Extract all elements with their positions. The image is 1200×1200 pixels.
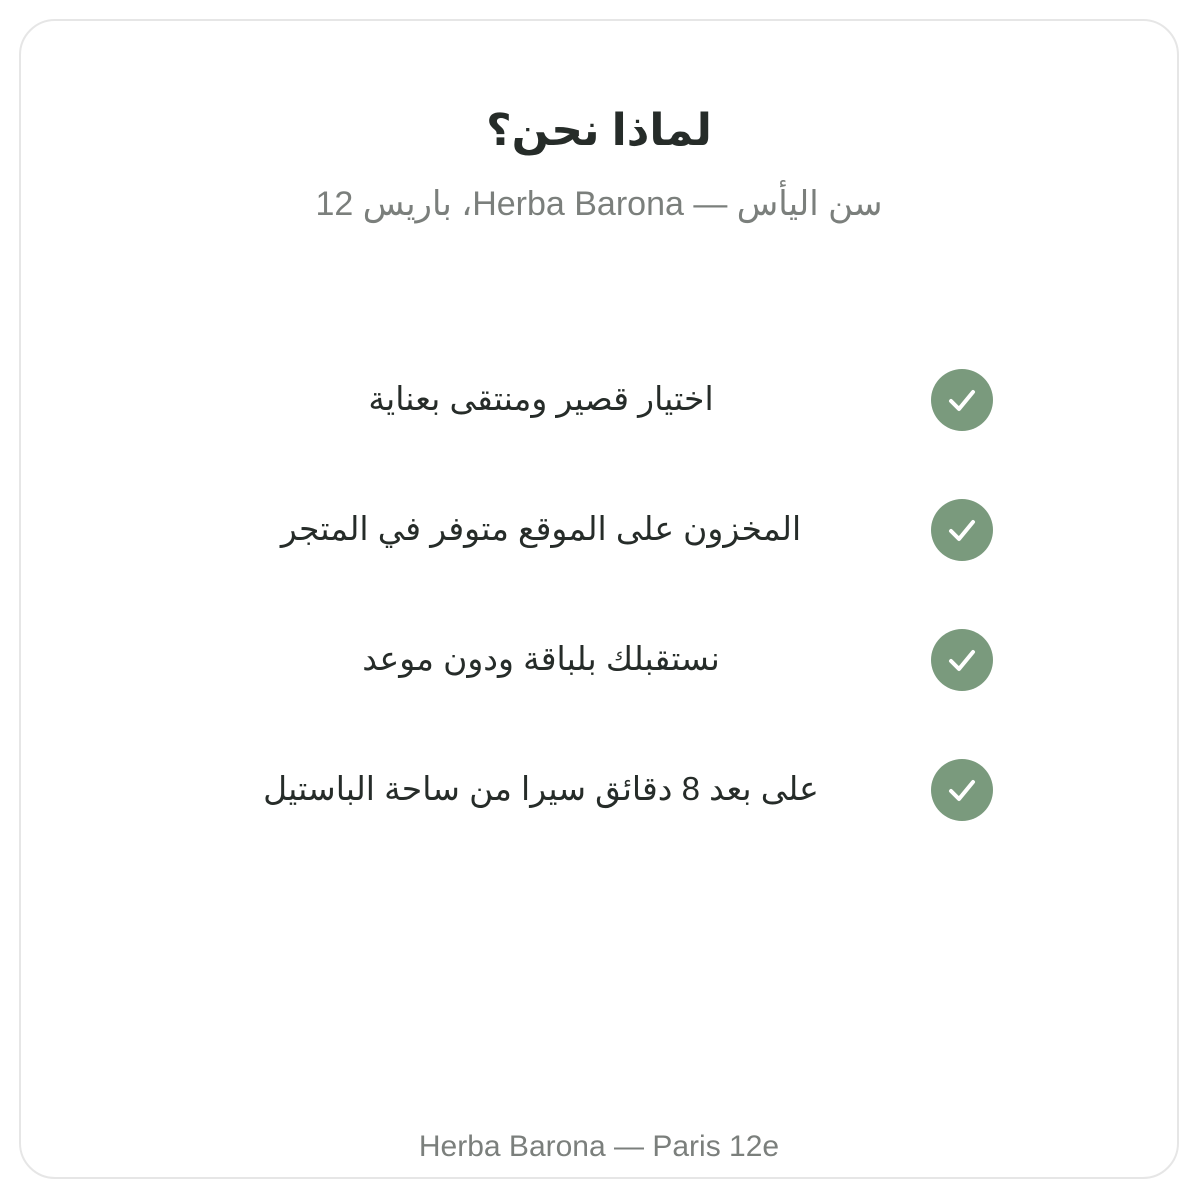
- feature-item: [21, 629, 1177, 759]
- feature-item: [21, 499, 1177, 629]
- check-circle-icon: [931, 629, 993, 691]
- check-circle-icon: [931, 499, 993, 561]
- feature-label: اختيار قصير ومنتقى بعناية: [368, 380, 714, 417]
- check-circle-icon: [931, 759, 993, 821]
- page-subtitle: سن اليأس — Herba Barona، باريس 12: [315, 185, 883, 223]
- feature-label: المخزون على الموقع متوفر في المتجر: [280, 510, 802, 547]
- feature-list: [21, 369, 1177, 889]
- feature-label: على بعد 8 دقائق سيرا من ساحة الباستيل: [263, 770, 819, 807]
- footer-text: Herba Barona — Paris 12e: [418, 1130, 780, 1163]
- feature-item: [21, 759, 1177, 889]
- feature-label: نستقبلك بلباقة ودون موعد: [362, 640, 720, 677]
- feature-item: [21, 369, 1177, 499]
- info-card: [19, 19, 1179, 1179]
- check-circle-icon: [931, 369, 993, 431]
- page-title: لماذا نحن؟: [486, 106, 712, 155]
